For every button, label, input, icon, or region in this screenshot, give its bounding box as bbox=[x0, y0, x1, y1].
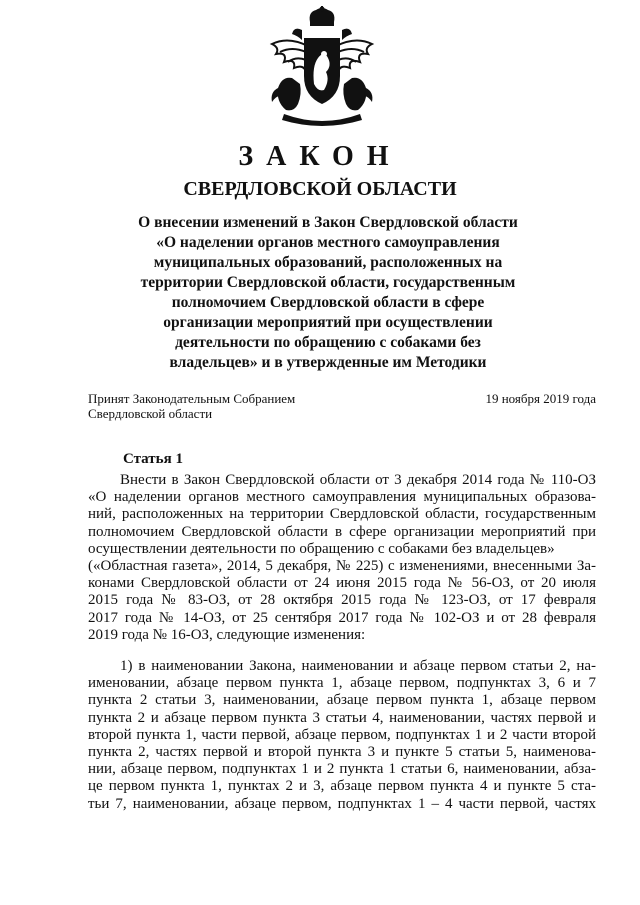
article-paragraph-2 bbox=[88, 658, 596, 813]
article-heading: Статья 1 bbox=[123, 451, 183, 467]
paragraph-line: второй пункта 1, части первой, абзаце первом, подпунктах 1 и 2 части второй bbox=[88, 726, 596, 743]
paragraph-line: пункта 2 статьи 3, наименовании, абзаце первом пункта 1, абзаце первом bbox=[88, 692, 596, 709]
paragraph-line: 2015 года № 83-ОЗ, от 28 октября 2015 года № 123-ОЗ, от 17 февраля bbox=[88, 592, 596, 609]
article-paragraph-1 bbox=[88, 472, 596, 644]
sable-supporter-right-icon bbox=[343, 78, 372, 111]
paragraph-line: 1) в наименовании Закона, наименовании и абзаце первом статьи 2, на- bbox=[120, 658, 596, 674]
paragraph-line: конами Свердловской области от 24 июня 2015 года № 56-ОЗ, от 20 июля bbox=[88, 575, 596, 592]
paragraph-line: пункта 2 и абзаце первом пункта 3 статьи 4, наименовании, частях первой и bbox=[88, 709, 596, 726]
paragraph-line: 2017 года № 14-ОЗ, от 25 сентября 2017 года № 102-ОЗ и от 28 февраля bbox=[88, 609, 596, 626]
law-title-line: полномочием Свердловской области в сфере bbox=[171, 294, 485, 311]
adoption-line: Принят Законодательным Собранием bbox=[88, 391, 296, 406]
paragraph-line: «О наделении органов местного самоуправления муниципальных образова- bbox=[88, 489, 596, 506]
paragraph-line: ний, расположенных на территории Свердловской области, государственным bbox=[88, 506, 596, 523]
paragraph-line: («Областная газета», 2014, 5 декабря, № 225) с изменениями, внесенными За- bbox=[88, 557, 596, 574]
law-title-line: деятельности по обращению с собаками без bbox=[175, 334, 481, 351]
paragraph-line: именовании, абзаце первом пункта 1, абзаце первом, подпунктах 3, 6 и 7 bbox=[88, 675, 596, 692]
crown-icon bbox=[310, 6, 335, 26]
paragraph-line: нии, абзаце первом, подпунктах 1 и 2 пункта 1 статьи 6, наименовании, абза- bbox=[88, 761, 596, 778]
paragraph-line: пункта 2, частях первой и второй пункта 3 и пункте 5 статьи 5, наименова- bbox=[88, 743, 596, 760]
paragraph-line: осуществлении деятельности по обращению с собаками без владельцев» bbox=[88, 540, 555, 557]
eagle-wing-left-icon bbox=[272, 40, 308, 72]
law-title-line: территории Свердловской области, государственным bbox=[140, 274, 516, 291]
sable-supporter-left-icon bbox=[272, 78, 301, 111]
law-title-line: организации мероприятий при осуществлении bbox=[163, 314, 493, 331]
coat-of-arms-emblem bbox=[258, 6, 386, 130]
adoption-line: Свердловской области bbox=[88, 406, 213, 421]
adoption-note bbox=[88, 391, 295, 421]
region-heading: СВЕРДЛОВСКОЙ ОБЛАСТИ bbox=[183, 178, 457, 200]
adoption-date: 19 ноября 2019 года bbox=[485, 391, 596, 406]
paragraph-line: це первом пункта 1, пунктах 2 и 3, абзаце первом пункта 4 и пункте 5 ста- bbox=[88, 778, 596, 795]
paragraph-line: Внести в Закон Свердловской области от 3 декабря 2014 года № 110-ОЗ bbox=[120, 472, 596, 488]
document-type-heading: ЗАКОН bbox=[238, 141, 402, 172]
law-title-line: муниципальных образований, расположенных на bbox=[153, 254, 503, 271]
law-title-line: «О наделении органов местного самоуправления bbox=[156, 234, 500, 251]
eagle-wing-right-icon bbox=[336, 40, 372, 72]
law-title-line: владельцев» и в утвержденные им Методики bbox=[169, 354, 487, 371]
law-title bbox=[120, 213, 536, 373]
paragraph-line: тьи 7, наименовании, абзаце первом, подпунктах 1 – 4 части первой, частях bbox=[88, 795, 596, 812]
paragraph-line: полномочием Свердловской области в сфере организации мероприятий при bbox=[88, 523, 596, 540]
law-title-line: О внесении изменений в Закон Свердловской области bbox=[138, 214, 518, 231]
paragraph-line: 2019 года № 16-ОЗ, следующие изменения: bbox=[88, 626, 366, 643]
